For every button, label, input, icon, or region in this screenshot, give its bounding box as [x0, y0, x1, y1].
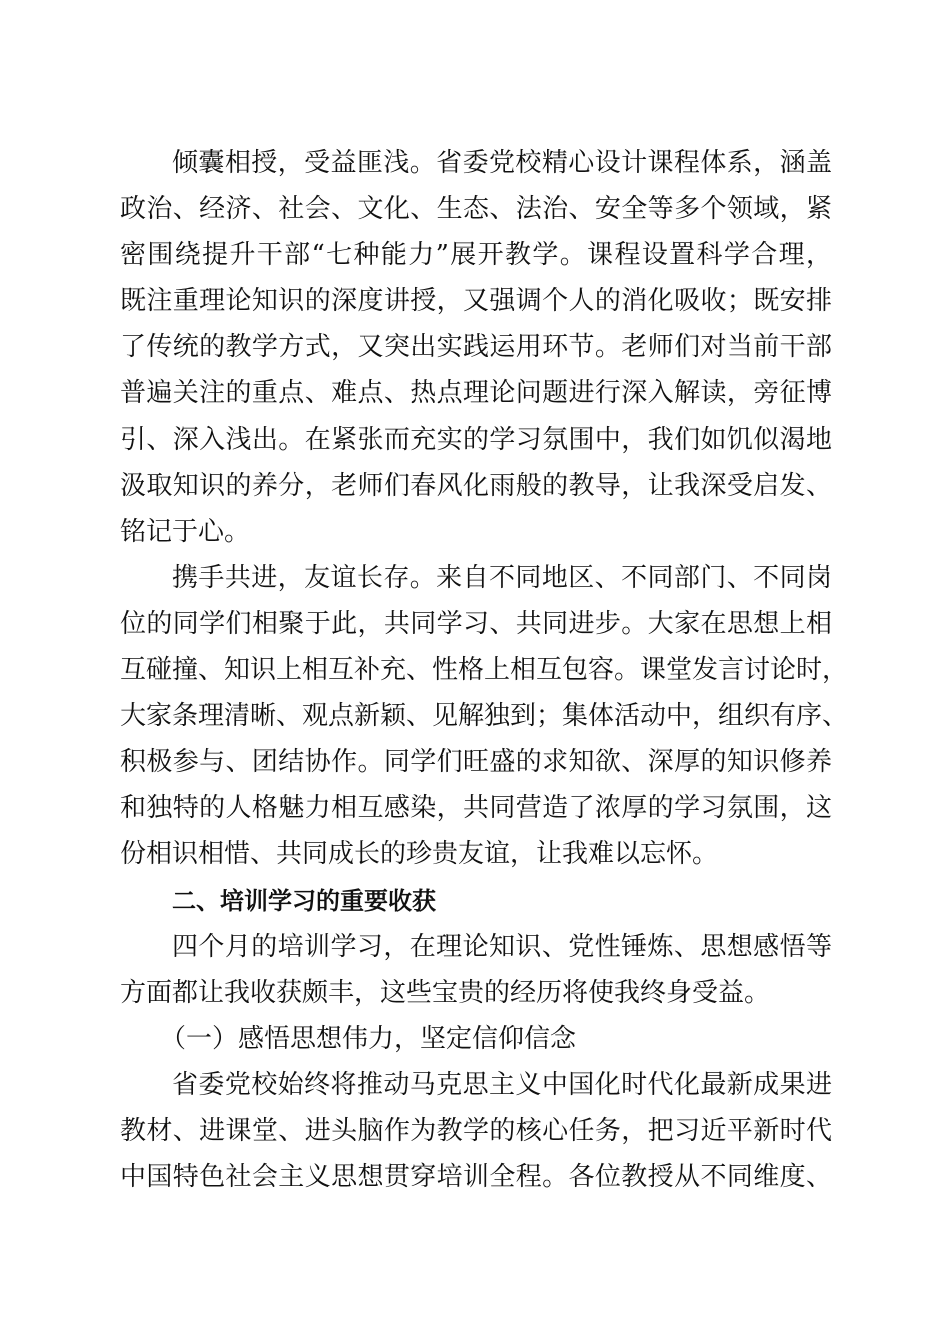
paragraph-line: 了传统的教学方式，又突出实践运用环节。老师们对当前干部	[120, 332, 832, 363]
section-heading	[120, 878, 832, 924]
paragraph-line: 倾囊相授，受益匪浅。省委党校精心设计课程体系，涵盖	[172, 148, 832, 178]
paragraph-teaching	[120, 140, 832, 555]
paragraph-line: 和独特的人格魅力相互感染，共同营造了浓厚的学习氛围，这	[120, 793, 832, 824]
section-heading-text: 二、培训学习的重要收获	[172, 886, 436, 915]
paragraph-gains-intro	[120, 924, 832, 1016]
paragraph-line: 积极参与、团结协作。同学们旺盛的求知欲、深厚的知识修养	[120, 747, 832, 778]
paragraph-line: 省委党校始终将推动马克思主义中国化时代化最新成果进	[172, 1069, 832, 1100]
paragraph-line: 位的同学们相聚于此，共同学习、共同进步。大家在思想上相	[120, 608, 832, 639]
paragraph-line: 铭记于心。	[120, 516, 251, 547]
paragraph-line: 携手共进，友谊长存。来自不同地区、不同部门、不同岗	[172, 562, 832, 593]
subsection-heading-text: （一）感悟思想伟力，坚定信仰信念	[160, 1023, 577, 1054]
paragraph-thought	[120, 1062, 832, 1200]
paragraph-line: 四个月的培训学习，在理论知识、党性锤炼、思想感悟等	[172, 931, 832, 962]
paragraph-line: 互碰撞、知识上相互补充、性格上相互包容。课堂发言讨论时，	[120, 655, 849, 686]
paragraph-line: 大家条理清晰、观点新颖、见解独到；集体活动中，组织有序、	[120, 701, 849, 732]
paragraph-line: 方面都让我收获颇丰，这些宝贵的经历将使我终身受益。	[120, 977, 771, 1008]
document-body	[120, 140, 849, 1200]
paragraph-line: 既注重理论知识的深度讲授，又强调个人的消化吸收；既安排	[120, 286, 832, 317]
paragraph-line: 密围绕提升干部“七种能力”展开教学。课程设置科学合理，	[120, 240, 832, 271]
subsection-heading	[120, 1016, 832, 1062]
paragraph-line: 教材、进课堂、进头脑作为教学的核心任务，把习近平新时代	[120, 1115, 832, 1146]
paragraph-line: 中国特色社会主义思想贯穿培训全程。各位教授从不同维度、	[120, 1162, 832, 1193]
paragraph-line: 政治、经济、社会、文化、生态、法治、安全等多个领域，紧	[120, 194, 832, 225]
paragraph-line: 引、深入浅出。在紧张而充实的学习氛围中，我们如饥似渴地	[120, 424, 832, 455]
paragraph-line: 份相识相惜、共同成长的珍贵友谊，让我难以忘怀。	[120, 839, 719, 870]
paragraph-line: 普遍关注的重点、难点、热点理论问题进行深入解读，旁征博	[120, 378, 832, 409]
paragraph-line: 汲取知识的养分，老师们春风化雨般的教导，让我深受启发、	[120, 470, 832, 501]
paragraph-friendship	[120, 555, 849, 878]
